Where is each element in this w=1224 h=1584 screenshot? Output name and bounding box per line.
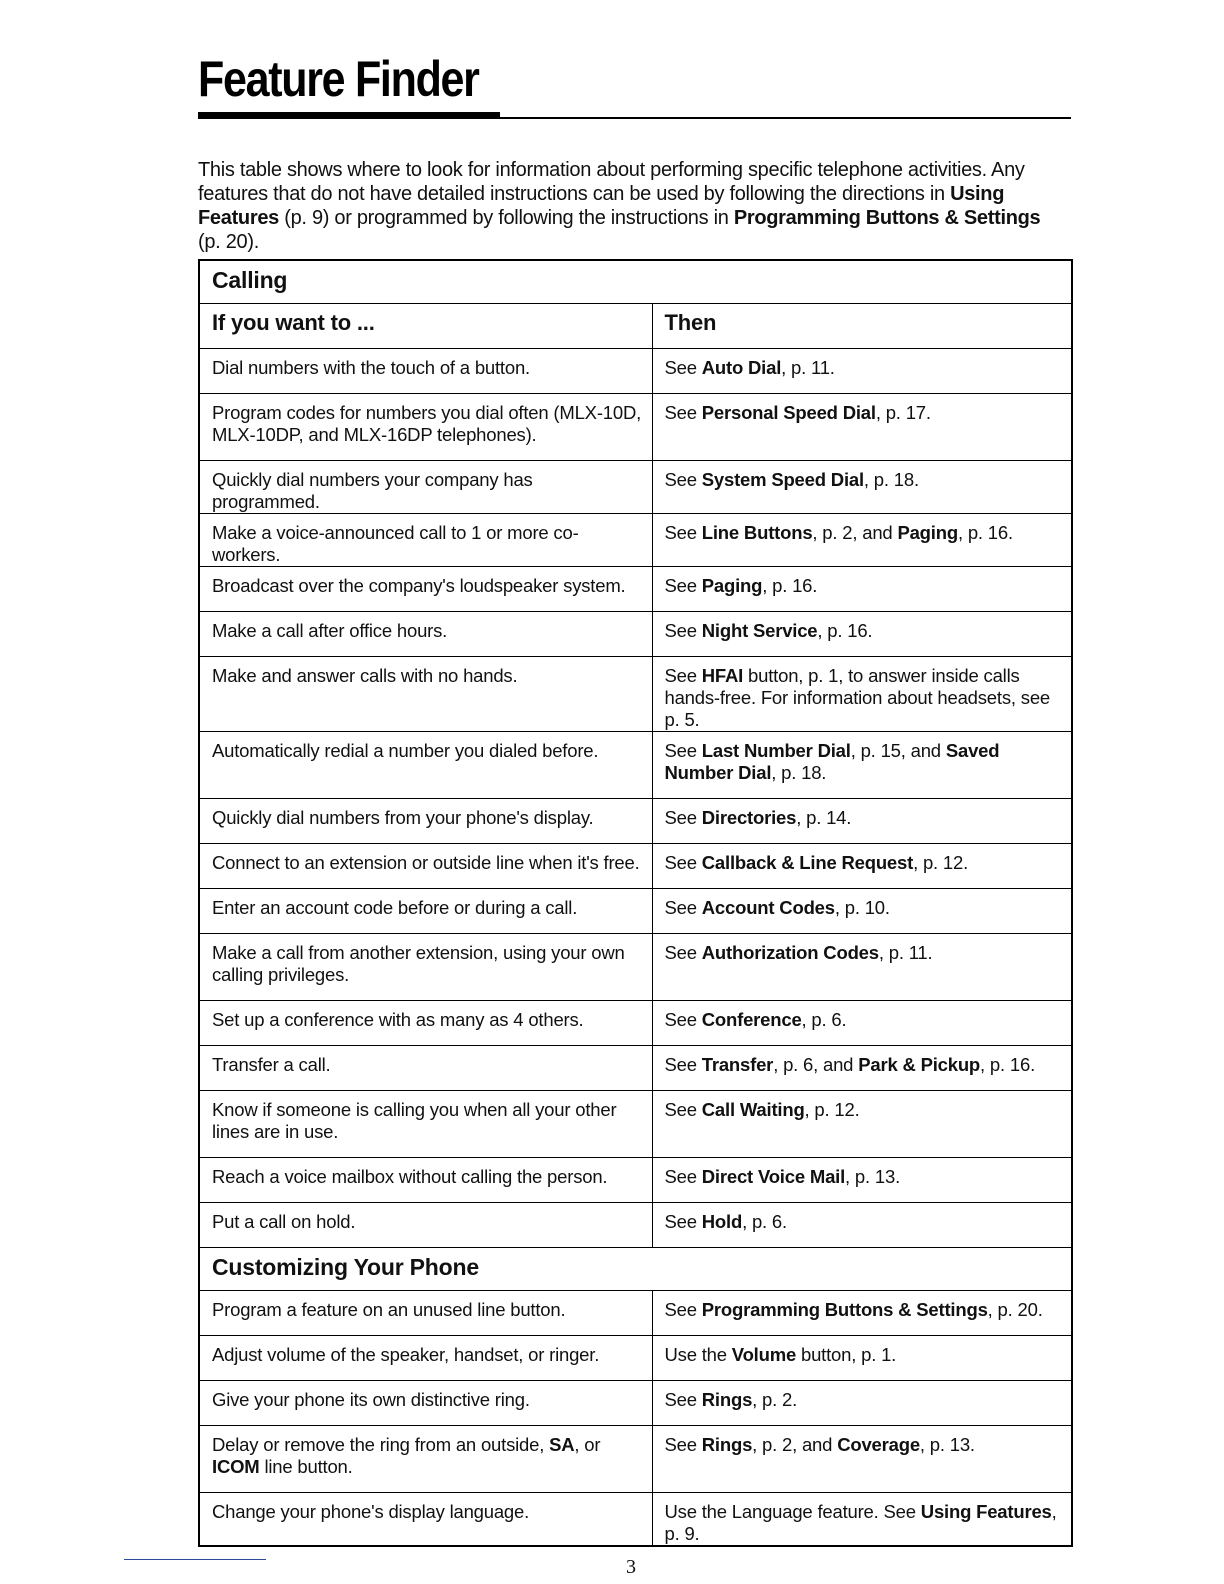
reference-cell (652, 889, 1072, 934)
ref-text: , p. 20. (987, 1299, 1043, 1320)
button-name: ICOM (212, 1456, 260, 1477)
table-row (199, 934, 1072, 1001)
ref-text: See (664, 665, 702, 686)
ref-text: , p. 11. (878, 942, 933, 963)
intro-text-2: (p. 9) or programmed by following the instructions in (278, 207, 734, 229)
activity-text: , or (574, 1434, 601, 1455)
reference-cell (652, 1001, 1072, 1046)
activity-cell: Reach a voice mailbox without calling the person. (199, 1158, 652, 1203)
ref-text: , p. 18. (863, 469, 919, 490)
ref-text: , p. 18. (771, 762, 827, 783)
feature-ref: Paging (701, 575, 763, 596)
reference-cell (652, 1046, 1072, 1091)
feature-ref: Account Codes (701, 897, 835, 918)
feature-ref: Personal Speed Dial (701, 402, 876, 423)
table-row (199, 1158, 1072, 1203)
ref-text: See (664, 1009, 702, 1030)
ref-text: See (664, 1099, 702, 1120)
activity-text: Delay or remove the ring from an outside, (212, 1434, 550, 1455)
feature-ref: Paging (897, 522, 958, 543)
activity-cell: Make a call from another extension, using your own calling privileges. (199, 934, 652, 1001)
ref-text: , p. 10. (834, 897, 890, 918)
ref-text: , p. 16. (817, 620, 873, 641)
activity-cell (199, 1426, 652, 1493)
ref-text: See (664, 1211, 702, 1232)
activity-cell: Put a call on hold. (199, 1203, 652, 1248)
ref-text: See (664, 1166, 702, 1187)
activity-cell (199, 1493, 652, 1547)
feature-finder-table (198, 259, 1073, 1547)
feature-finder-body (199, 260, 1072, 1546)
table-row (199, 1381, 1072, 1426)
activity-cell: Know if someone is calling you when all your other lines are in use. (199, 1091, 652, 1158)
feature-ref: Direct Voice Mail (701, 1166, 846, 1187)
activity-cell: Make a call after office hours. (199, 612, 652, 657)
reference-cell (652, 1158, 1072, 1203)
ref-text: , p. 6. (801, 1009, 847, 1030)
feature-ref: Conference (701, 1009, 802, 1030)
ref-text: , p. 13. (845, 1166, 901, 1187)
table-row (199, 1426, 1072, 1493)
section-title-customizing: Customizing Your Phone (199, 1248, 1072, 1291)
activity-text: Change your phone's display language. (212, 1501, 530, 1522)
reference-cell (652, 1426, 1072, 1493)
ref-text: , p. 16. (762, 575, 818, 596)
ref-text: See (664, 522, 702, 543)
activity-cell: Automatically redial a number you dialed before. (199, 732, 652, 799)
feature-ref: Transfer (701, 1054, 774, 1075)
intro-ref-using-features: Using Features (198, 183, 1005, 229)
reference-cell (652, 1291, 1072, 1336)
ref-text: button, p. 1. (796, 1344, 897, 1365)
ref-text: See (664, 852, 702, 873)
ref-text: See (664, 807, 702, 828)
ref-text: , p. 2. (752, 1389, 798, 1410)
ref-text: See (664, 469, 702, 490)
feature-ref: Last Number Dial (701, 740, 851, 761)
table-row (199, 1291, 1072, 1336)
table-row (199, 844, 1072, 889)
reference-cell (652, 1203, 1072, 1248)
feature-ref: Authorization Codes (701, 942, 879, 963)
table-row (199, 889, 1072, 934)
ref-text: , p. 12. (804, 1099, 860, 1120)
reference-cell (652, 514, 1072, 567)
ref-text: , p. 2, and (752, 1434, 838, 1455)
reference-cell (652, 657, 1072, 732)
ref-text: , p. 14. (796, 807, 852, 828)
section-title-calling: Calling (199, 260, 1072, 304)
reference-cell (652, 567, 1072, 612)
ref-text: Use the (664, 1344, 732, 1365)
feature-ref: Volume (731, 1344, 797, 1365)
ref-text: See (664, 1389, 702, 1410)
reference-cell (652, 1336, 1072, 1381)
table-row (199, 514, 1072, 567)
footer-rule (124, 1559, 266, 1560)
activity-cell (199, 1291, 652, 1336)
reference-cell (652, 461, 1072, 514)
activity-cell: Enter an account code before or during a call. (199, 889, 652, 934)
ref-text: , p. 17. (875, 402, 931, 423)
intro-text-3: (p. 20). (198, 231, 259, 253)
ref-text: See (664, 942, 702, 963)
feature-ref: Hold (701, 1211, 743, 1232)
ref-text: , p. 15, and (850, 740, 946, 761)
section-row-calling (199, 260, 1072, 304)
feature-ref: Using Features (920, 1501, 1052, 1522)
ref-text: Use the Language feature. See (664, 1501, 921, 1522)
section-row-customizing (199, 1248, 1072, 1291)
page-title: Feature Finder (198, 51, 479, 107)
ref-text: , p. 13. (919, 1434, 975, 1455)
activity-cell: Quickly dial numbers your company has programmed. (199, 461, 652, 514)
ref-text: , p. 12. (913, 852, 969, 873)
ref-text: See (664, 575, 702, 596)
activity-text: line button. (259, 1456, 353, 1477)
feature-ref: Callback & Line Request (701, 852, 914, 873)
ref-text: See (664, 1434, 702, 1455)
button-name: SA (549, 1434, 575, 1455)
activity-cell: Make a voice-announced call to 1 or more co-workers. (199, 514, 652, 567)
ref-text: button, p. 1, to answer inside calls hands-free. For information about headsets, see p. 5. (664, 665, 1050, 730)
reference-cell (652, 1381, 1072, 1426)
ref-text: See (664, 402, 702, 423)
table-row (199, 612, 1072, 657)
ref-text: See (664, 740, 702, 761)
reference-cell (652, 844, 1072, 889)
table-row (199, 1001, 1072, 1046)
column-header-want: If you want to ... (199, 304, 652, 349)
table-row (199, 657, 1072, 732)
intro-ref-programming: Programming Buttons & Settings (733, 207, 1041, 229)
table-row (199, 1046, 1072, 1091)
ref-text: , p. 6, and (773, 1054, 859, 1075)
ref-text: See (664, 620, 702, 641)
reference-cell (652, 1091, 1072, 1158)
reference-cell (652, 934, 1072, 1001)
table-row (199, 1203, 1072, 1248)
reference-cell (652, 612, 1072, 657)
activity-cell: Program codes for numbers you dial often (MLX-10D, MLX-10DP, and MLX-16DP telephones). (199, 394, 652, 461)
feature-ref: Saved Number Dial (664, 740, 1000, 783)
ref-text: See (664, 897, 702, 918)
table-header-row (199, 304, 1072, 349)
table-row (199, 394, 1072, 461)
intro-paragraph (198, 158, 1064, 254)
reference-cell (652, 799, 1072, 844)
activity-cell: Connect to an extension or outside line when it's free. (199, 844, 652, 889)
ref-text: See (664, 1054, 702, 1075)
ref-text: , p. 16. (957, 522, 1013, 543)
activity-cell: Broadcast over the company's loudspeaker system. (199, 567, 652, 612)
feature-ref: Line Buttons (701, 522, 813, 543)
feature-ref: Auto Dial (701, 357, 782, 378)
ref-text: , p. 6. (742, 1211, 787, 1232)
activity-cell: Transfer a call. (199, 1046, 652, 1091)
feature-ref: Coverage (837, 1434, 920, 1455)
feature-ref: HFAI (701, 665, 744, 686)
column-header-then: Then (652, 304, 1072, 349)
activity-text: Program a feature on an unused line button. (212, 1299, 566, 1320)
table-row (199, 461, 1072, 514)
activity-text: Adjust volume of the speaker, handset, or ringer. (212, 1344, 600, 1365)
title-underline-thin (198, 117, 1071, 119)
ref-text: See (664, 1299, 702, 1320)
ref-text: , p. 9. (664, 1501, 1057, 1544)
page-number: 3 (626, 1556, 636, 1578)
activity-cell: Set up a conference with as many as 4 others. (199, 1001, 652, 1046)
reference-cell (652, 1493, 1072, 1547)
activity-cell: Dial numbers with the touch of a button. (199, 349, 652, 394)
ref-text: , p. 2, and (812, 522, 898, 543)
activity-cell (199, 1336, 652, 1381)
feature-ref: Call Waiting (701, 1099, 805, 1120)
table-row (199, 1493, 1072, 1547)
feature-ref: Rings (701, 1389, 753, 1410)
feature-ref: System Speed Dial (701, 469, 864, 490)
intro-text-1: This table shows where to look for information about performing specific telephone activities. Any features that do not have detailed instructions can be used by following the directions in (198, 159, 1025, 205)
ref-text: , p. 11. (781, 357, 835, 378)
table-row (199, 799, 1072, 844)
feature-ref: Night Service (701, 620, 818, 641)
activity-text: Give your phone its own distinctive ring. (212, 1389, 530, 1410)
ref-text: , p. 16. (980, 1054, 1036, 1075)
feature-ref: Programming Buttons & Settings (701, 1299, 988, 1320)
activity-cell: Quickly dial numbers from your phone's display. (199, 799, 652, 844)
reference-cell (652, 732, 1072, 799)
reference-cell (652, 394, 1072, 461)
table-row (199, 1091, 1072, 1158)
table-row (199, 732, 1072, 799)
activity-cell: Make and answer calls with no hands. (199, 657, 652, 732)
reference-cell (652, 349, 1072, 394)
feature-ref: Rings (701, 1434, 753, 1455)
table-row (199, 567, 1072, 612)
feature-ref: Directories (701, 807, 797, 828)
ref-text: See (664, 357, 702, 378)
activity-cell (199, 1381, 652, 1426)
feature-ref: Park & Pickup (858, 1054, 981, 1075)
table-row (199, 349, 1072, 394)
table-row (199, 1336, 1072, 1381)
